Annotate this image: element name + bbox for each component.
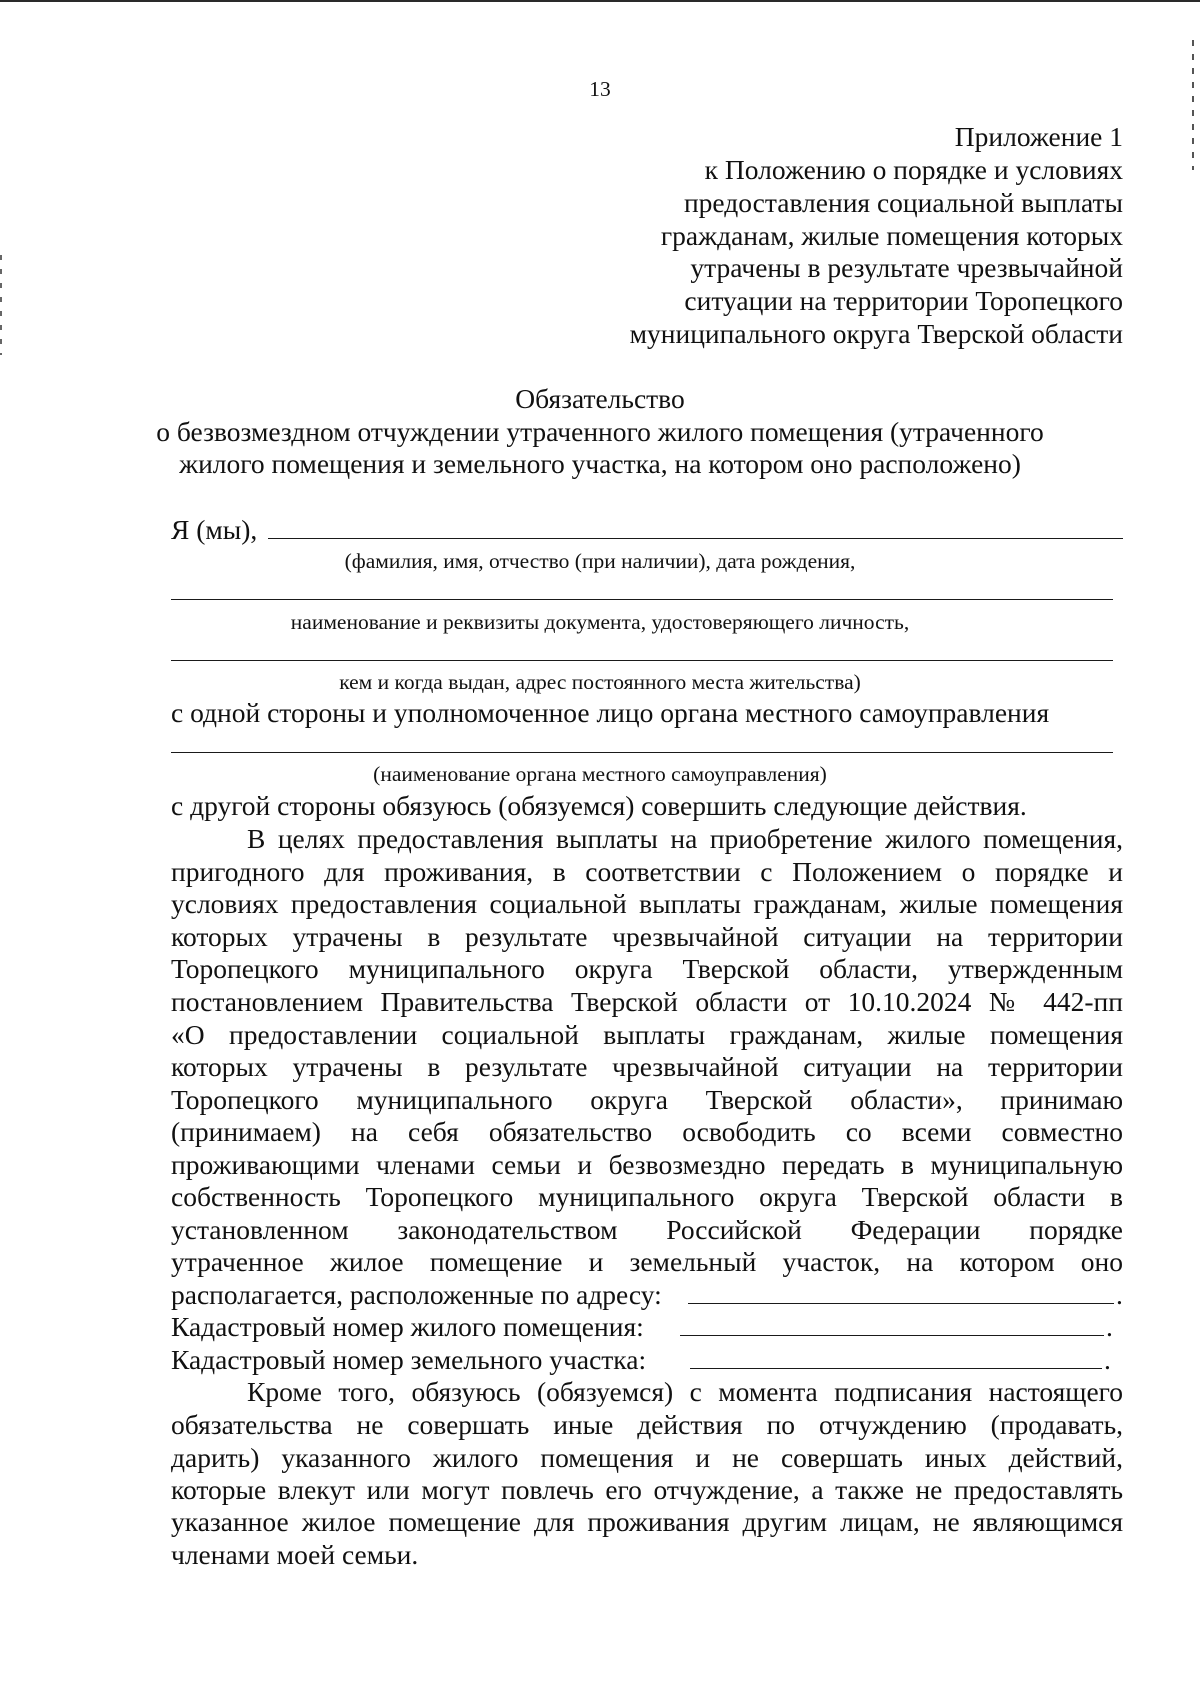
paragraph-1-line: Торопецкого муниципального округа Тверской области», принимаю bbox=[171, 1084, 1123, 1115]
name-blank-line bbox=[268, 538, 1123, 539]
appendix-line-2: к Положению о порядке и условиях bbox=[704, 154, 1123, 185]
paragraph-1-line: Торопецкого муниципального округа Тверской области, утвержденным bbox=[171, 953, 1123, 984]
intro-label: Я (мы), bbox=[171, 514, 258, 545]
paragraph-1-line: «О предоставлении социальной выплаты гражданам, жилые помещения bbox=[171, 1019, 1123, 1050]
cadastral-land-blank-line bbox=[690, 1368, 1102, 1369]
page-number: 13 bbox=[589, 77, 611, 101]
caption-authority: (наименование органа местного самоуправления) bbox=[373, 762, 827, 786]
address-period: . bbox=[1116, 1279, 1123, 1310]
paragraph-1-line: проживающими членами семьи и безвозмездно передать в муниципальную bbox=[171, 1149, 1123, 1180]
caption-issuer: кем и когда выдан, адрес постоянного места жительства) bbox=[339, 670, 861, 694]
paragraph-2-line: обязательства не совершать иные действия по отчуждению (продавать, bbox=[171, 1409, 1123, 1440]
appendix-line-3: предоставления социальной выплаты bbox=[683, 187, 1123, 218]
caption-name: (фамилия, имя, отчество (при наличии), дата рождения, bbox=[344, 549, 856, 573]
caption-document: наименование и реквизиты документа, удостоверяющего личность, bbox=[290, 610, 910, 634]
scan-edge-right bbox=[1192, 40, 1194, 170]
issuer-blank-line bbox=[171, 660, 1113, 661]
party-line: с одной стороны и уполномоченное лицо органа местного самоуправления bbox=[171, 697, 1050, 728]
paragraph-1-line: постановлением Правительства Тверской области от 10.10.2024 № 442-пп bbox=[171, 986, 1123, 1017]
paragraph-1-line: собственность Торопецкого муниципального округа Тверской области в bbox=[171, 1181, 1123, 1212]
cadastral-land-label: Кадастровый номер земельного участка: bbox=[171, 1344, 647, 1375]
appendix-line-7: муниципального округа Тверской области bbox=[629, 318, 1123, 349]
commitment-line: с другой стороны обязуюсь (обязуемся) совершить следующие действия. bbox=[171, 790, 1027, 821]
document-subtitle-line-2: жилого помещения и земельного участка, на котором оно расположено) bbox=[179, 448, 1021, 479]
cadastral-dwelling-blank-line bbox=[680, 1335, 1104, 1336]
appendix-line-1: Приложение 1 bbox=[954, 121, 1123, 152]
paragraph-1-line: (принимаем) на себя обязательство освободить со всеми совместно bbox=[171, 1116, 1123, 1147]
paragraph-1-line: утраченное жилое помещение и земельный участок, на котором оно bbox=[171, 1246, 1123, 1277]
cadastral-dwelling-period: . bbox=[1106, 1311, 1113, 1342]
paragraph-2-line: указанное жилое помещение для проживания другим лицам, не являющимся bbox=[171, 1506, 1123, 1537]
cadastral-dwelling-label: Кадастровый номер жилого помещения: bbox=[171, 1311, 644, 1342]
paragraph-2-line: которые влекут или могут повлечь его отчуждение, а также не предоставлять bbox=[171, 1474, 1123, 1505]
paragraph-1-line: которых утрачены в результате чрезвычайной ситуации на территории bbox=[171, 1051, 1123, 1082]
appendix-line-4: гражданам, жилые помещения которых bbox=[660, 220, 1123, 251]
address-blank-line bbox=[688, 1303, 1114, 1304]
paragraph-2-line: дарить) указанного жилого помещения и не совершать иных действий, bbox=[171, 1442, 1123, 1473]
paragraph-1-line: которых утрачены в результате чрезвычайной ситуации на территории bbox=[171, 921, 1123, 952]
paragraph-1-line: установленном законодательством Российской Федерации порядке bbox=[171, 1214, 1123, 1245]
scan-edge-top bbox=[0, 0, 1200, 2]
document-subtitle-line-1: о безвозмездном отчуждении утраченного жилого помещения (утраченного bbox=[156, 416, 1044, 447]
paragraph-2-last-line: членами моей семьи. bbox=[171, 1539, 419, 1570]
paragraph-1-line: В целях предоставления выплаты на приобретение жилого помещения, bbox=[247, 823, 1123, 854]
cadastral-land-period: . bbox=[1104, 1344, 1111, 1375]
authority-blank-line bbox=[171, 752, 1113, 753]
paragraph-2-line: Кроме того, обязуюсь (обязуемся) с момента подписания настоящего bbox=[247, 1376, 1123, 1407]
appendix-line-5: утрачены в результате чрезвычайной bbox=[690, 252, 1123, 283]
document-blank-line bbox=[171, 599, 1113, 600]
appendix-line-6: ситуации на территории Торопецкого bbox=[684, 285, 1123, 316]
scan-edge-left bbox=[0, 255, 2, 355]
document-title: Обязательство bbox=[515, 383, 685, 414]
address-label: располагается, расположенные по адресу: bbox=[171, 1279, 662, 1310]
paragraph-1-line: условиях предоставления социальной выплаты гражданам, жилые помещения bbox=[171, 888, 1123, 919]
paragraph-1-line: пригодного для проживания, в соответствии с Положением о порядке и bbox=[171, 856, 1123, 887]
